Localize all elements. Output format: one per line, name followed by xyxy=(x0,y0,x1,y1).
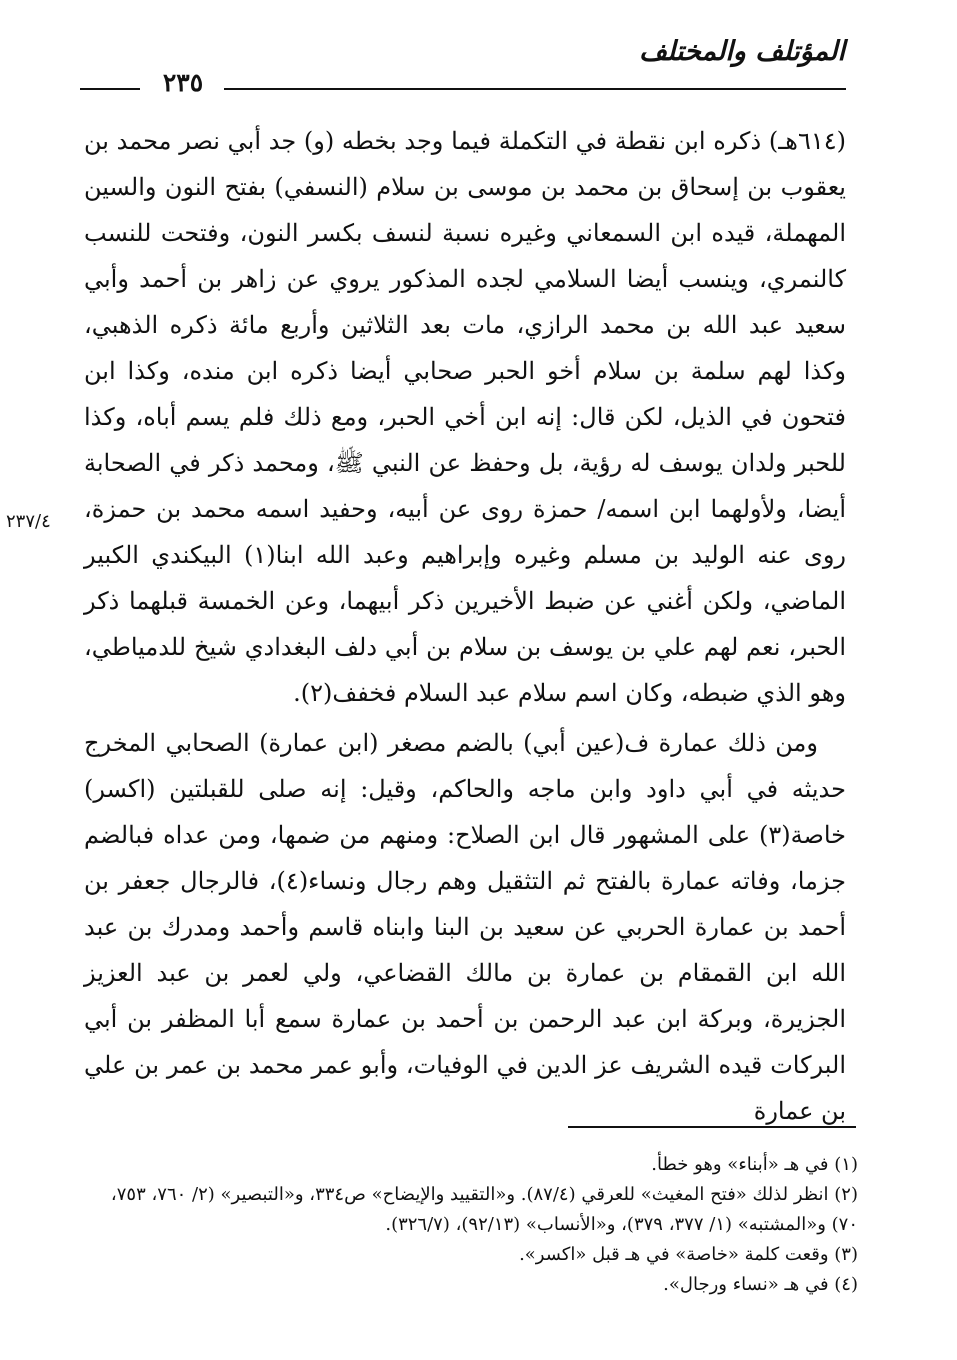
margin-reference: ٢٣٧/٤ xyxy=(6,511,51,532)
footnote-separator xyxy=(568,1126,856,1128)
footnote: (٤) في هـ «نساء ورجال». xyxy=(663,1274,858,1295)
footnote: (١) في هـ «أبناء» وهو خطأ. xyxy=(651,1154,858,1175)
header-rule-right xyxy=(224,88,846,90)
paragraph: ومن ذلك عمارة ف(عين أبي) بالضم مصغر (ابن عمارة) الصحابي المخرج حديثه في أبي داود وابن ماجه والحاكم، وقيل: إنه صلى للقبلتين (اكسر) خاصة(٣) على المشهور قال ابن الصلاح: ومنهم من ضمها، ومن عداه فبالضم جزما، وفاته عمارة بالفتح ثم التثقيل وهم رجال ونساء(٤)، فالرجال جعفر بن أحمد بن عمارة الحربي عن سعيد بن البنا وابناه قاسم وأحمد ومدرك بن عبد الله ابن القمقام بن عمارة بن مالك القضاعي، ولي لعمر بن عبد العزيز الجزيرة، وبركة ابن عبد الرحمن بن أحمد بن عمارة سمع أبا المظفر بن أبي البركات قيده الشريف عز الدين في الوفيات، وأبو عمر محمد بن عمر بن علي بن عمارة xyxy=(84,729,847,1125)
footnote: (٣) وقعت كلمة «خاصة» في هـ قبل «اكسر». xyxy=(519,1244,858,1265)
footnotes xyxy=(90,1150,858,1300)
page-number: ٢٣٥ xyxy=(162,68,204,97)
paragraph: (٦١٤هـ) ذكره ابن نقطة في التكملة فيما وجد بخطه (و) جد أبي نصر محمد بن يعقوب بن إسحاق بن محمد بن موسى بن سلام (النسفي) بفتح النون والسين المهملة، قيده ابن السمعاني وغيره نسبة لنسف بكسر النون، وفتحت للنسب كالنمري، وينسب أيضا السلامي لجده المذكور يروي عن زاهر بن أحمد وأبي سعيد عبد الله بن محمد الرازي، مات بعد الثلاثين وأربع مائة ذكره الذهبي، وكذا لهم سلمة بن سلام أخو الحبر صحابي أيضا ذكره ابن منده، وكذا ابن فتحون في الذيل، لكن قال: إنه ابن أخي الحبر، ومع ذلك فلم يسم أباه، وكذا للحبر ولدان يوسف له رؤية، بل وحفظ عن النبي ﷺ، ومحمد ذكر في الصحابة أيضا، ولأولهما ابن اسمه/ حمزة روى عن أبيه، وحفيد اسمه محمد بن حمزة، روى عنه الوليد بن مسلم وغيره وإبراهيم وعبد الله ابنا(١) البيكندي الكبير الماضي، ولكن أغني عن ضبط الأخيرين ذكر أبيهما، وعن الخمسة قبلهما ذكر الحبر، نعم لهم علي بن يوسف بن سلام بن أبي دلف البغدادي شيخ للدمياطي، وهو الذي ضبطه، وكان اسم سلام عبد السلام فخفف(٢). xyxy=(84,127,847,707)
header-rule-left xyxy=(80,88,140,90)
main-text xyxy=(84,118,846,1134)
running-title: المؤتلف والمختلف xyxy=(639,36,845,67)
footnote: (٢) انظر لذلك «فتح المغيث» للعرقي (٨٧/٤). و«التقييد والإيضاح» ص٣٣٤، و«التبصير» (٢/ ٧٦٠، ٧٥٣، ٧٠) و«المشتبه» (١/ ٣٧٧، ٣٧٩)، و«الأنساب» (٩٢/١٣)، (٣٢٦/٧). xyxy=(110,1184,858,1235)
